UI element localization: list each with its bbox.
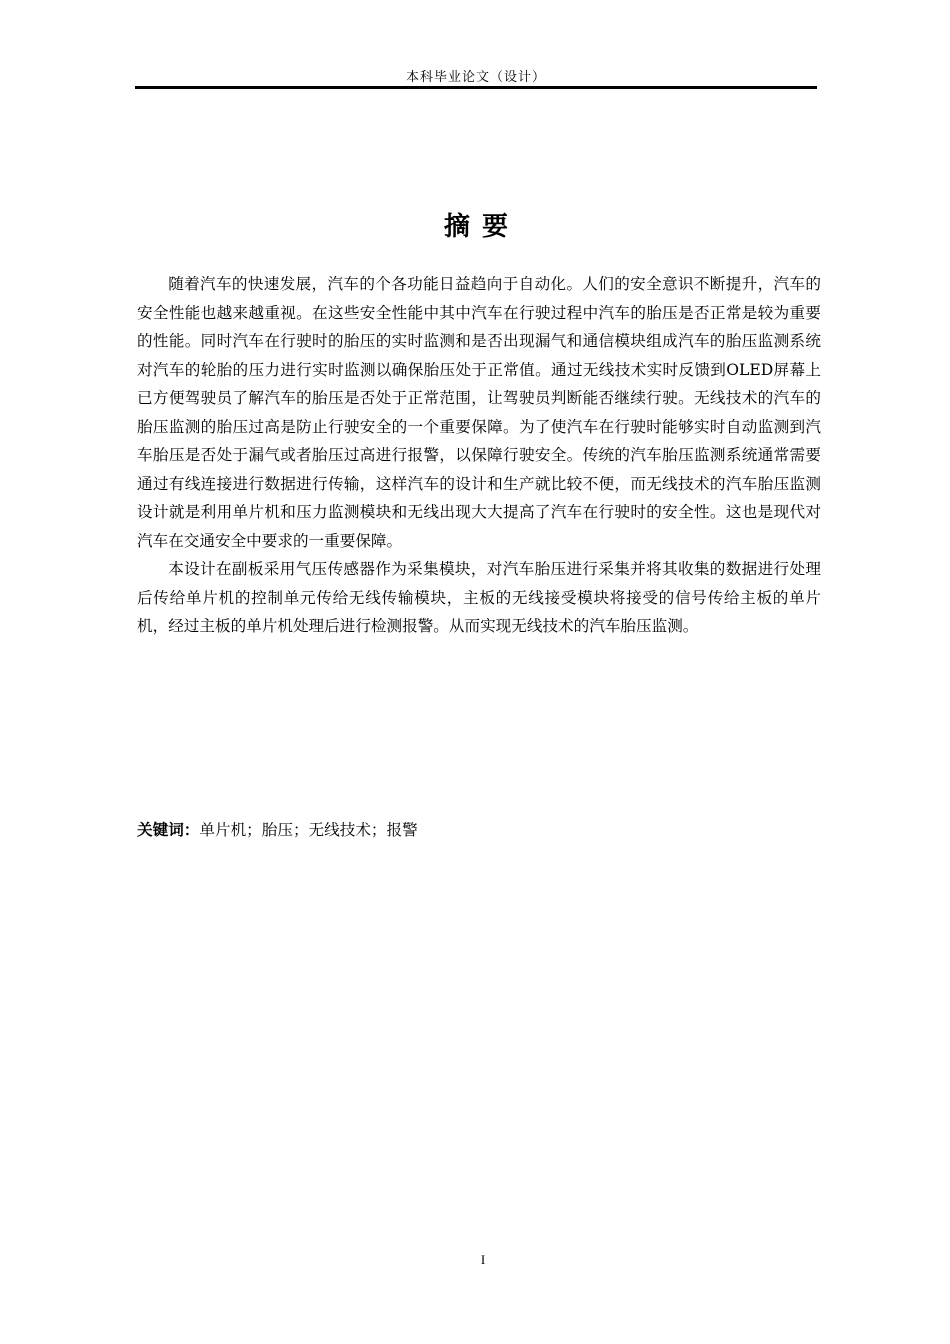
abstract-title: 摘要	[443, 212, 520, 242]
keywords-value: 单片机；胎压；无线技术；报警	[199, 821, 418, 839]
abstract-paragraph-2: 本设计在副板采用气压传感器作为采集模块，对汽车胎压进行采集并将其收集的数据进行处理后传给单片机的控制单元传给无线传输模块，主板的无线接受模块将接受的信号传给主板的单片机，经过主板的单片机处理后进行检测报警。从而实现无线技术的汽车胎压监测。	[137, 560, 821, 635]
keywords-line	[137, 816, 821, 844]
header-rule	[135, 86, 817, 89]
abstract-paragraph-1: 随着汽车的快速发展，汽车的个各功能日益趋向于自动化。人们的安全意识不断提升，汽车的安全性能也越来越重视。在这些安全性能中其中汽车在行驶过程中汽车的胎压是否正常是较为重要的性能。同时汽车在行驶时的胎压的实时监测和是否出现漏气和通信模块组成汽车的胎压监测系统对汽车的轮胎的压力进行实时监测以确保胎压处于正常值。通过无线技术实时反馈到OLED屏幕上已方便驾驶员了解汽车的胎压是否处于正常范围，让驾驶员判断能否继续行驶。无线技术的汽车的胎压监测的胎压过高是防止行驶安全的一个重要保障。为了使汽车在行驶时能够实时自动监测到汽车胎压是否处于漏气或者胎压过高进行报警，以保障行驶安全。传统的汽车胎压监测系统通常需要通过有线连接进行数据进行传输，这样汽车的设计和生产就比较不便，而无线技术的汽车胎压监测设计就是利用单片机和压力监测模块和无线出现大大提高了汽车在行驶时的安全性。这也是现代对汽车在交通安全中要求的一重要保障。	[137, 275, 821, 550]
page-number: I	[480, 1252, 486, 1267]
keywords-label: 关键词：	[137, 821, 200, 839]
running-header: 本科毕业论文（设计）	[405, 70, 546, 85]
abstract-body	[137, 270, 821, 641]
